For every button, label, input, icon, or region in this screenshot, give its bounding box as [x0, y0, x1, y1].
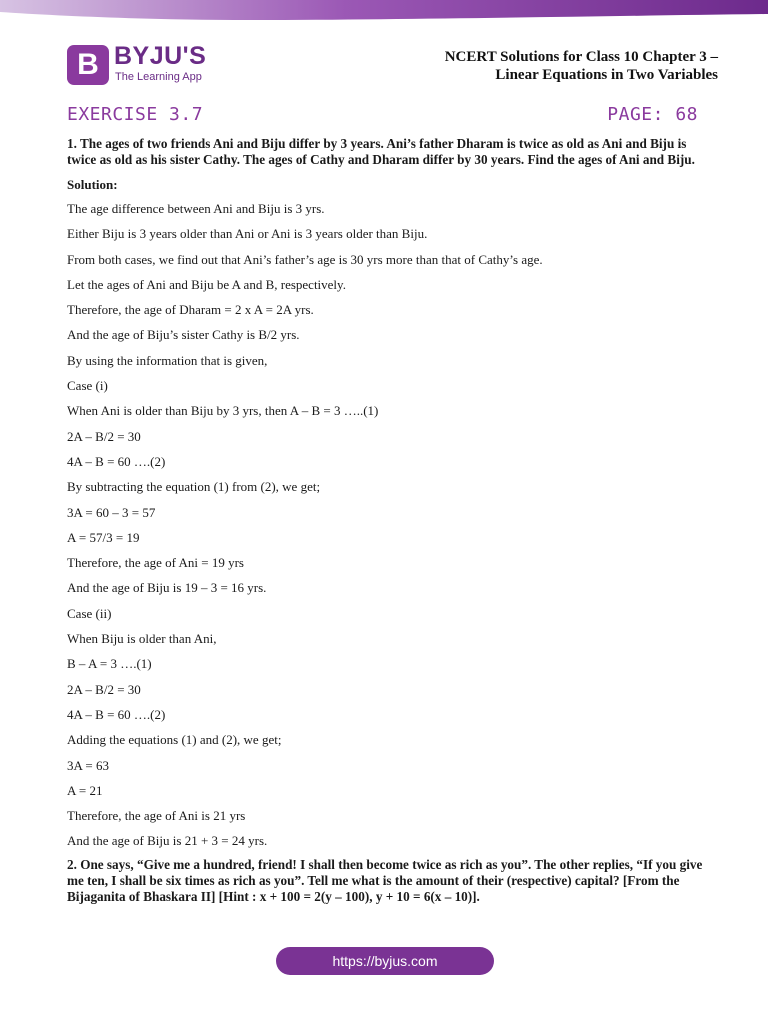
document-header-title [445, 48, 718, 84]
solution-line: And the age of Biju’s sister Cathy is B/2 yrs. [67, 327, 300, 343]
solution-line: B – A = 3 ….(1) [67, 656, 152, 672]
byjus-logo-wordmark: BYJU'S [114, 42, 207, 70]
solution-line: 2A – B/2 = 30 [67, 681, 141, 697]
solution-line: And the age of Biju is 19 – 3 = 16 yrs. [67, 580, 267, 596]
solution-line: When Biju is older than Ani, [67, 631, 217, 647]
footer-url-link[interactable]: https://byjus.com [276, 947, 494, 975]
solution-line: Adding the equations (1) and (2), we get; [67, 732, 282, 748]
solution-line: Case (i) [67, 378, 108, 394]
solution-line: By using the information that is given, [67, 352, 268, 368]
solution-line: From both cases, we find out that Ani’s father’s age is 30 yrs more than that of Cathy’s age. [67, 251, 543, 267]
byjus-logo-mark: B [67, 45, 109, 85]
solution-body [67, 201, 717, 859]
document-content [67, 136, 717, 905]
solution-line: When Ani is older than Biju by 3 yrs, then A – B = 3 …..(1) [67, 403, 379, 419]
byjus-logo-tagline: The Learning App [115, 71, 202, 83]
solution-line: Case (ii) [67, 605, 112, 621]
solution-line: 4A – B = 60 ….(2) [67, 706, 166, 722]
top-decorative-bar [0, 0, 768, 22]
header-title-line-1: NCERT Solutions for Class 10 Chapter 3 – [444, 49, 718, 65]
solution-line: A = 57/3 = 19 [67, 529, 140, 545]
solution-line: And the age of Biju is 21 + 3 = 24 yrs. [67, 833, 268, 849]
solution-line: 3A = 60 – 3 = 57 [67, 504, 156, 520]
solution-line: Therefore, the age of Ani = 19 yrs [67, 555, 244, 571]
solution-line: The age difference between Ani and Biju is 3 yrs. [67, 201, 325, 216]
solution-line: Let the ages of Ani and Biju be A and B, respectively. [67, 276, 346, 292]
solution-line: 4A – B = 60 ….(2) [67, 453, 166, 469]
solution-line: Therefore, the age of Dharam = 2 x A = 2A yrs. [67, 302, 314, 318]
question-1: 1. The ages of two friends Ani and Biju differ by 3 years. Ani’s father Dharam is twice as old as Ani and Biju is twice as old as his sister Cathy. The ages of Cathy and Dharam differ by 30 years. Find the ages of Ani and Biju. [67, 136, 695, 167]
solution-line: 3A = 63 [67, 757, 110, 773]
solution-line: A = 21 [67, 782, 103, 798]
solution-label: Solution: [67, 177, 118, 192]
solution-line: By subtracting the equation (1) from (2), we get; [67, 479, 321, 495]
solution-line: Either Biju is 3 years older than Ani or Ani is 3 years older than Biju. [67, 226, 428, 242]
solution-line: Therefore, the age of Ani is 21 yrs [67, 808, 246, 824]
exercise-heading: EXERCISE 3.7 [67, 104, 204, 125]
page-number-heading: PAGE: 68 [607, 104, 698, 125]
question-2: 2. One says, “Give me a hundred, friend! I shall then become twice as rich as you”. The other replies, “If you give me ten, I shall be six times as rich as you”. Tell me what is the amount of their (respective) capital? [From the Bijaganita of Bhaskara II] [Hint : x + 100 = 2(y – 100), y + 10 = 6(x – 10)]. [67, 856, 703, 904]
solution-line: 2A – B/2 = 30 [67, 428, 141, 444]
byjus-logo [67, 42, 217, 87]
header-title-line-2: Linear Equations in Two Variables [495, 67, 718, 83]
